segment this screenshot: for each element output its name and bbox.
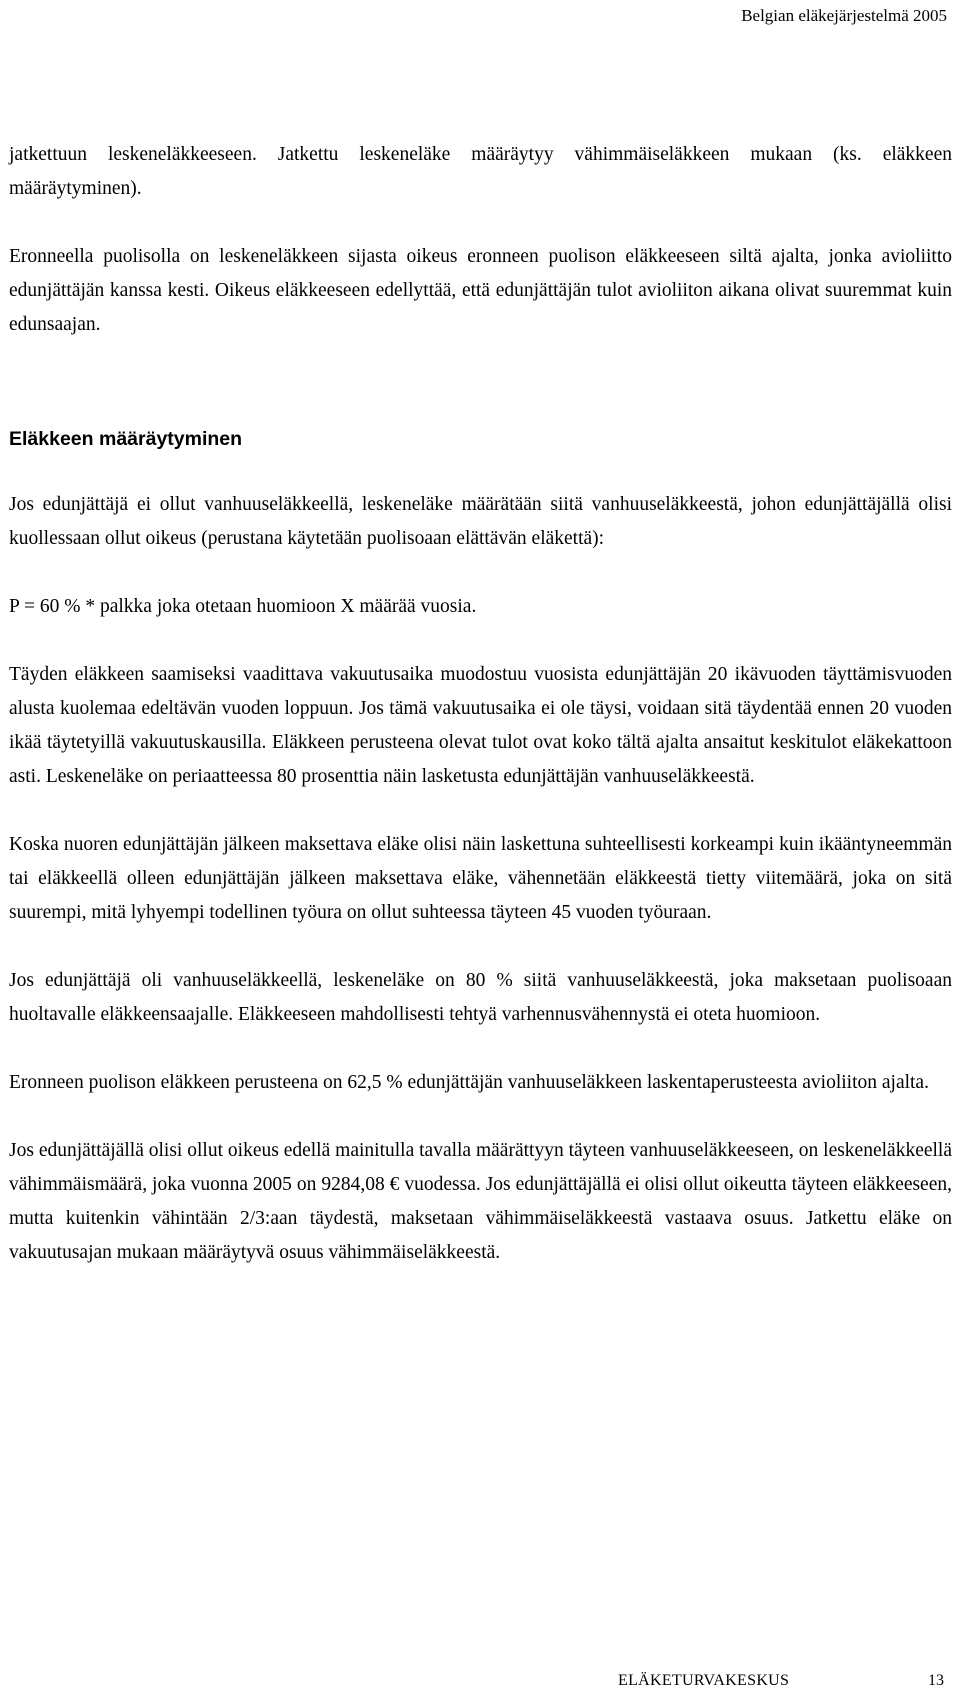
paragraph-calculation-basis: Jos edunjättäjä ei ollut vanhuuseläkkeellä, leskeneläke määrätään siitä vanhuuseläkkeestä, johon edunjättäjällä olisi kuollessaan ollut oikeus (perustana käytetään puolisoaan elättävän eläkettä): (9, 494, 952, 549)
page-footer (0, 1670, 960, 1700)
document-body (9, 138, 952, 1270)
running-header: Belgian eläkejärjestelmä 2005 (741, 6, 947, 25)
footer-organization: ELÄKETURVAKESKUS (618, 1672, 790, 1689)
paragraph-reduction: Koska nuoren edunjättäjän jälkeen maksettava eläke olisi näin laskettuna suhteellisesti korkeampi kuin ikääntyneemmän tai eläkkeellä olleen edunjättäjän jälkeen maksettava eläke, vähennetään eläkkeestä tietty viitemäärä, joka on sitä suurempi, mitä lyhyempi todellinen työura on ollut suhteessa täyteen 45 vuoden työuraan. (9, 834, 952, 923)
page-number: 13 (928, 1672, 944, 1689)
paragraph-insurance-period: Täyden eläkkeen saamiseksi vaadittava vakuutusaika muodostuu vuosista edunjättäjän 20 ikävuoden täyttämisvuoden alusta kuolemaa edeltävän vuoden loppuun. Jos tämä vakuutusaika ei ole täysi, voidaan sitä täydentää ennen 20 vuoden ikää täytetyillä vakuutuskausilla. Eläkkeen perusteena olevat tulot ovat koko tältä ajalta ansaitut keskitulot eläkekattoon asti. Leskeneläke on periaatteessa 80 prosenttia näin lasketusta edunjättäjän vanhuuseläkkeestä. (9, 664, 952, 787)
pension-formula: P = 60 % * palkka joka otetaan huomioon X määrää vuosia. (9, 596, 477, 617)
paragraph-continuation: jatkettuun leskeneläkkeeseen. Jatkettu leskeneläke määräytyy vähimmäiseläkkeen mukaan (ks. eläkkeen määräytyminen). (9, 144, 952, 199)
paragraph-retired-deceased: Jos edunjättäjä oli vanhuuseläkkeellä, leskeneläke on 80 % siitä vanhuuseläkkeestä, joka maksetaan puolisoaan huoltavalle eläkkeensaajalle. Eläkkeeseen mahdollisesti tehtyä varhennusvähennystä ei oteta huomioon. (9, 970, 952, 1025)
paragraph-divorced-spouse: Eronneella puolisolla on leskeneläkkeen sijasta oikeus eronneen puolison eläkkeeseen siltä ajalta, jonka avioliitto edunjättäjän kanssa kesti. Oikeus eläkkeeseen edellyttää, että edunjättäjän tulot avioliiton aikana olivat suuremmat kuin edunsaajan. (9, 246, 952, 335)
paragraph-divorced-basis: Eronneen puolison eläkkeen perusteena on 62,5 % edunjättäjän vanhuuseläkkeen laskentaperusteesta avioliiton ajalta. (9, 1072, 929, 1093)
section-heading: Eläkkeen määräytyminen (9, 428, 243, 450)
paragraph-minimum-amount: Jos edunjättäjällä olisi ollut oikeus edellä mainitulla tavalla määrättyyn täyteen vanhuuseläkkeeseen, on leskeneläkkeellä vähimmäismäärä, joka vuonna 2005 on 9284,08 € vuodessa. Jos edunjättäjällä ei olisi ollut oikeutta täyteen eläkkeeseen, mutta kuitenkin vähintään 2/3:aan täydestä, maksetaan vähimmäiseläkkeestä vastaava osuus. Jatkettu eläke on vakuutusajan mukaan määräytyvä osuus vähimmäiseläkkeestä. (9, 1140, 952, 1263)
